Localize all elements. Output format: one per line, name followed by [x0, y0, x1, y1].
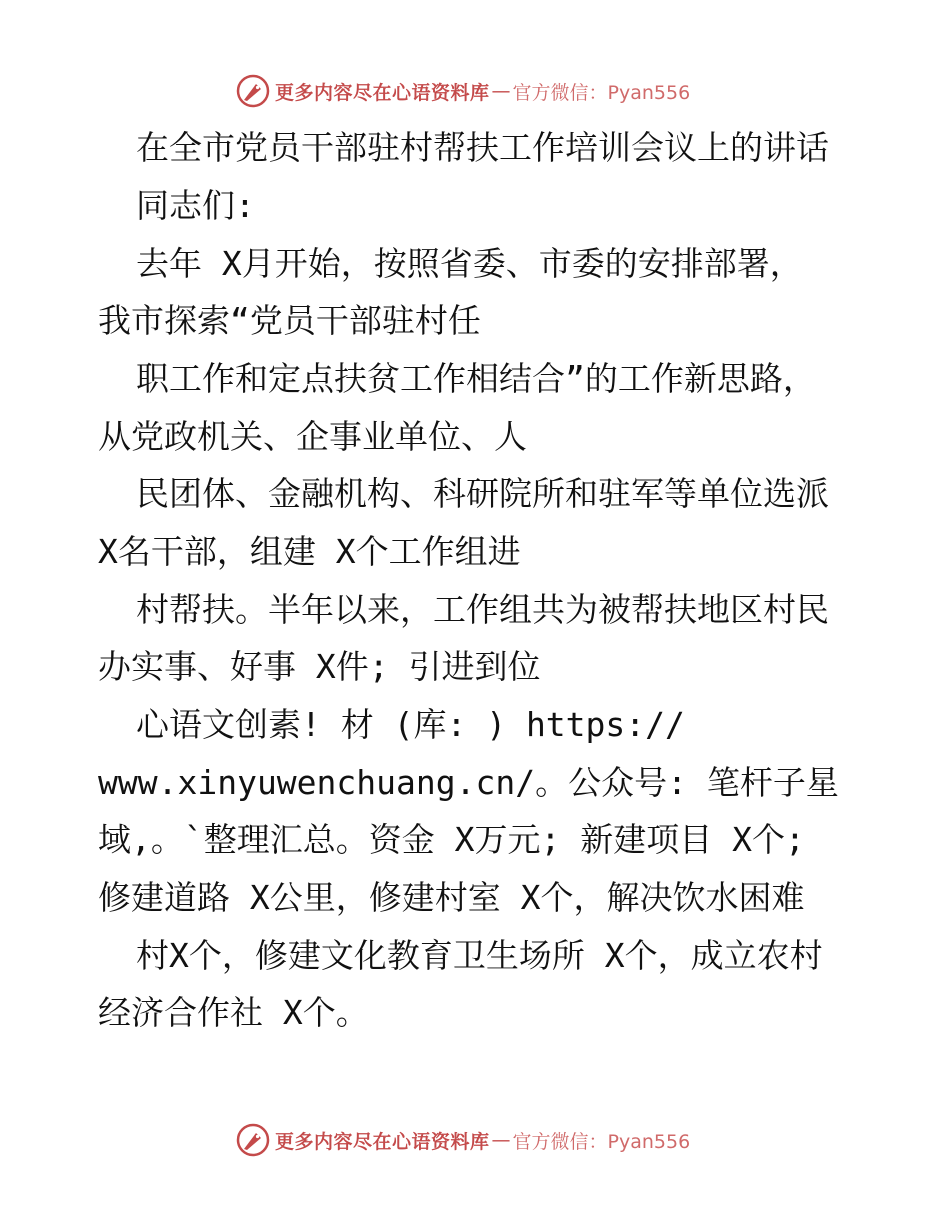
footer-watermark-banner	[235, 1122, 690, 1158]
document-line: 去年 X月开始，按照省委、市委的安排部署，	[136, 244, 803, 283]
document-line: 办实事、好事 X件; 引进到位	[98, 647, 541, 686]
watermark-main-text: 更多内容尽在心语资料库	[275, 1130, 490, 1153]
pen-nib-logo-icon	[235, 1122, 271, 1158]
document-line: 修建道路 X公里，修建村室 X个，解决饮水困难	[98, 878, 805, 917]
document-line: 职工作和定点扶贫工作相结合”的工作新思路，	[136, 359, 816, 398]
watermark-contact-text: 官方微信：Pyan556	[512, 1130, 691, 1153]
watermark-dash: —	[491, 1129, 511, 1151]
document-line: www.xinyuwenchuang.cn/。公众号: 笔杆子星	[98, 763, 839, 802]
document-title: 在全市党员干部驻村帮扶工作培训会议上的讲话	[136, 128, 829, 167]
document-line: 域,。`整理汇总。资金 X万元; 新建项目 X个;	[98, 820, 805, 859]
document-line: 村X个，修建文化教育卫生场所 X个，成立农村	[136, 936, 823, 975]
document-line: 同志们:	[136, 186, 255, 225]
document-line: 心语文创素! 材 (库: ) https://	[136, 705, 685, 744]
document-line: 民团体、金融机构、科研院所和驻军等单位选派	[136, 474, 829, 513]
document-line: 村帮扶。半年以来，工作组共为被帮扶地区村民	[136, 590, 829, 629]
document-line: 从党政机关、企事业单位、人	[98, 417, 527, 456]
watermark-dash: —	[491, 80, 511, 102]
watermark-contact-text: 官方微信：Pyan556	[512, 81, 691, 104]
document-line: X名干部，组建 X个工作组进	[98, 532, 521, 571]
watermark-main-text: 更多内容尽在心语资料库	[275, 81, 490, 104]
document-line: 我市探索“党员干部驻村任	[98, 301, 481, 340]
document-line: 经济合作社 X个。	[98, 993, 369, 1032]
